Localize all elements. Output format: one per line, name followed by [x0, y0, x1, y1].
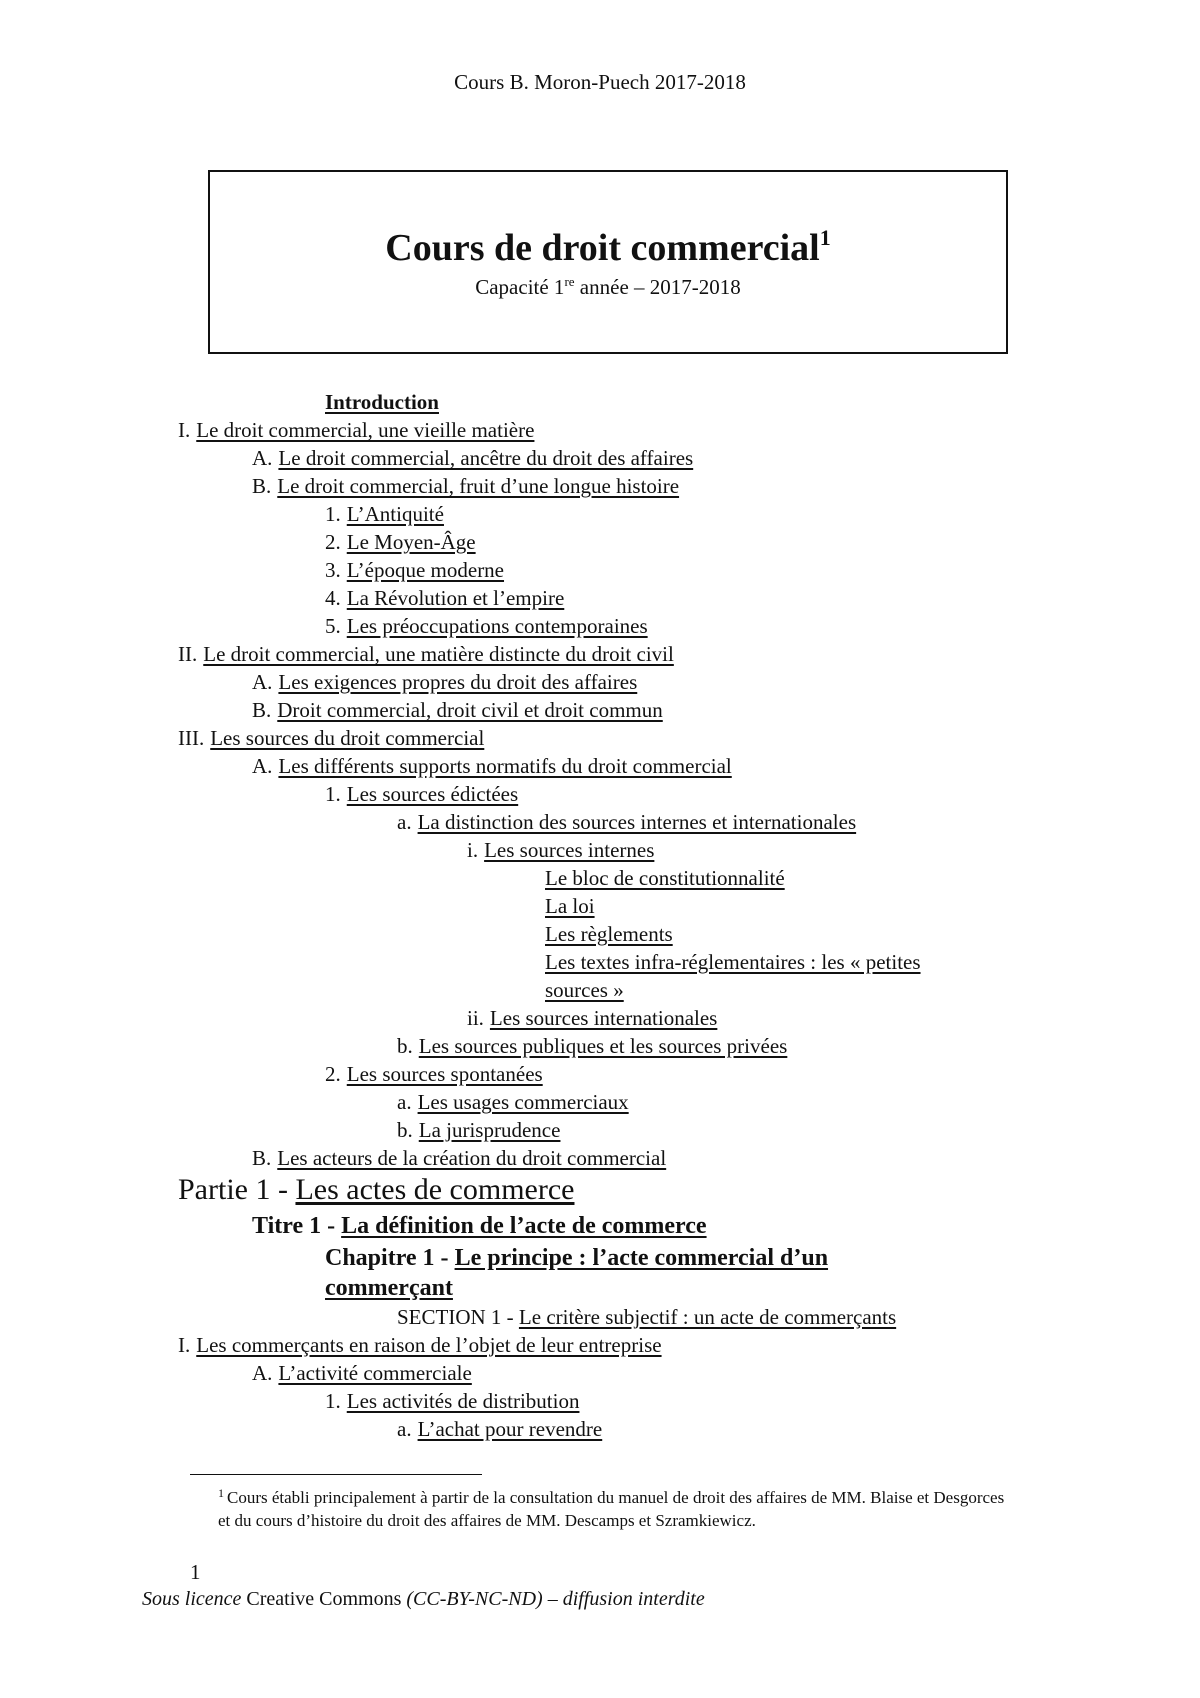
toc-item-link[interactable]: Les sources publiques et les sources privées	[418, 1034, 788, 1058]
toc-chapitre-number: Chapitre 1 -	[325, 1245, 455, 1271]
subtitle-year: année – 2017-2018	[574, 274, 741, 299]
toc-item-number: 1.	[325, 1389, 341, 1413]
toc-item[interactable]	[0, 472, 1200, 500]
toc-item-number: A.	[252, 446, 273, 470]
toc-item-link[interactable]: La distinction des sources internes et internationales	[417, 810, 857, 834]
toc-titre-number: Titre 1 -	[252, 1213, 342, 1239]
toc-item-link[interactable]: Les activités de distribution	[346, 1389, 580, 1413]
toc-item-link[interactable]: Les exigences propres du droit des affaires	[278, 670, 638, 694]
running-header: Cours B. Moron-Puech 2017-2018	[454, 70, 746, 94]
toc-item-number: 2.	[325, 1062, 341, 1086]
toc-item[interactable]	[0, 668, 1200, 696]
toc-item-link[interactable]: Le droit commercial, ancêtre du droit des affaires	[278, 446, 694, 470]
toc-item[interactable]	[0, 1032, 1200, 1060]
toc-item[interactable]	[0, 1387, 1200, 1415]
toc-item[interactable]	[0, 556, 1200, 584]
toc-item-number: A.	[252, 670, 273, 694]
toc-item-link[interactable]: Les acteurs de la création du droit commercial	[277, 1146, 667, 1170]
toc-item-link[interactable]: L’achat pour revendre	[417, 1417, 603, 1441]
toc-item-number: A.	[252, 754, 273, 778]
toc-item[interactable]	[0, 416, 1200, 444]
toc-section-link[interactable]: Le critère subjectif : un acte de commerçants	[518, 1305, 897, 1329]
toc-item-link[interactable]: L’Antiquité	[346, 502, 444, 526]
toc-item-number: B.	[252, 698, 272, 722]
toc-item-number: a.	[397, 1090, 412, 1114]
license-name: Creative Commons	[241, 1588, 407, 1610]
toc-item[interactable]	[0, 1004, 1200, 1032]
toc-item[interactable]	[0, 1415, 1200, 1443]
title-box	[208, 170, 1008, 354]
license-prefix: Sous licence	[142, 1588, 242, 1610]
toc-item-number: 3.	[325, 558, 341, 582]
toc-section-number: SECTION 1 -	[397, 1305, 519, 1329]
toc-item[interactable]	[0, 920, 1200, 948]
toc-chapitre[interactable]	[0, 1243, 885, 1303]
toc-item-link[interactable]: Droit commercial, droit civil et droit commun	[277, 698, 663, 722]
footnote	[218, 1482, 1008, 1532]
subtitle-superscript: re	[564, 273, 575, 289]
toc-item-number: I.	[178, 1333, 191, 1357]
toc-item-link[interactable]: Les sources internes	[484, 838, 655, 862]
toc-item-number: III.	[178, 726, 205, 750]
license-footer	[142, 1588, 705, 1611]
footnote-separator	[190, 1474, 482, 1475]
toc-item[interactable]	[0, 836, 1200, 864]
toc-titre-link[interactable]: La définition de l’acte de commerce	[341, 1213, 707, 1239]
toc-item-link[interactable]: Le bloc de constitutionnalité	[545, 866, 785, 890]
toc-item-link[interactable]: Les préoccupations contemporaines	[346, 614, 648, 638]
toc-item-number: b.	[397, 1034, 413, 1058]
toc-item[interactable]	[0, 1088, 1200, 1116]
toc-item-link[interactable]: Les commerçants en raison de l’objet de leur entreprise	[196, 1333, 662, 1357]
toc-item[interactable]	[0, 500, 1200, 528]
toc-item-link[interactable]: L’activité commerciale	[278, 1361, 472, 1385]
toc-item-link[interactable]: La Révolution et l’empire	[346, 586, 565, 610]
toc-chapitre-link[interactable]: Le principe : l’acte commercial d’un commerçant	[325, 1245, 829, 1301]
toc-item-number: A.	[252, 1361, 273, 1385]
document-subtitle	[210, 274, 1006, 300]
toc-item[interactable]	[0, 752, 1200, 780]
toc-section[interactable]	[0, 1303, 1200, 1331]
toc-item[interactable]	[0, 640, 1200, 668]
toc-item-link[interactable]: Le droit commercial, une vieille matière	[196, 418, 535, 442]
toc-item-number: ii.	[467, 1006, 484, 1030]
toc-item-link[interactable]: Le droit commercial, fruit d’une longue histoire	[277, 474, 680, 498]
toc-item-link[interactable]: Les sources du droit commercial	[210, 726, 485, 750]
page-number: 1	[190, 1560, 201, 1584]
toc-item[interactable]	[0, 612, 1200, 640]
toc-item-link[interactable]: Les sources édictées	[346, 782, 519, 806]
toc-item[interactable]	[0, 780, 1200, 808]
toc-introduction[interactable]	[0, 388, 1200, 416]
toc-item-link[interactable]: Les usages commerciaux	[417, 1090, 629, 1114]
footnote-reference[interactable]: 1	[819, 225, 831, 250]
toc-partie[interactable]	[0, 1172, 1200, 1210]
toc-item-link[interactable]: Les différents supports normatifs du droit commercial	[278, 754, 732, 778]
toc-item-number: 5.	[325, 614, 341, 638]
toc-item-link[interactable]: Le Moyen-Âge	[346, 530, 476, 554]
toc-item[interactable]	[0, 444, 1200, 472]
toc-item[interactable]	[0, 864, 1200, 892]
toc-item-number: B.	[252, 474, 272, 498]
toc-item-number: a.	[397, 1417, 412, 1441]
document-title-text: Cours de droit commercial	[385, 227, 820, 269]
toc-item-link[interactable]: Le droit commercial, une matière distincte du droit civil	[203, 642, 674, 666]
toc-partie-number: Partie 1 -	[178, 1173, 296, 1206]
subtitle-text: Capacité 1	[475, 274, 565, 299]
toc-item[interactable]	[0, 724, 1200, 752]
toc-item-link[interactable]: Les sources internationales	[489, 1006, 718, 1030]
toc-item-number: I.	[178, 418, 191, 442]
toc-item[interactable]	[0, 1331, 1200, 1359]
toc-item-number: i.	[467, 838, 479, 862]
toc-item[interactable]	[0, 892, 1200, 920]
toc-item[interactable]	[0, 696, 1200, 724]
footnote-text: Cours établi principalement à partir de la consultation du manuel de droit des affaires de MM. Blaise et Desgorces et du cours d’histoire du droit des affaires de MM. Descamps et Szramkiewicz.	[218, 1488, 1005, 1530]
toc-item-number: 2.	[325, 530, 341, 554]
toc-item-number: 1.	[325, 502, 341, 526]
toc-item-link[interactable]: La jurisprudence	[418, 1118, 561, 1142]
document-title	[210, 226, 1006, 270]
toc-titre[interactable]	[0, 1210, 1200, 1243]
toc-item-number: 4.	[325, 586, 341, 610]
toc-item-number: II.	[178, 642, 198, 666]
toc-item-number: 1.	[325, 782, 341, 806]
toc-item[interactable]	[0, 808, 1200, 836]
toc-item-link[interactable]: Les règlements	[545, 922, 673, 946]
toc-item[interactable]	[0, 1359, 1200, 1387]
toc-item[interactable]	[0, 1144, 1200, 1172]
toc-item[interactable]	[0, 528, 1200, 556]
toc-item-number: a.	[397, 810, 412, 834]
toc-partie-link[interactable]: Les actes de commerce	[295, 1173, 575, 1206]
toc-item-link[interactable]: Les sources spontanées	[346, 1062, 543, 1086]
toc-item-number: b.	[397, 1118, 413, 1142]
toc-item-link[interactable]: L’époque moderne	[346, 558, 505, 582]
toc-item-link[interactable]: La loi	[545, 894, 595, 918]
toc-item[interactable]	[0, 948, 985, 1004]
toc-item[interactable]	[0, 1060, 1200, 1088]
table-of-contents	[0, 388, 1200, 1443]
footnote-marker: 1	[218, 1486, 224, 1500]
license-terms: (CC-BY-NC-ND) – diffusion interdite	[406, 1588, 705, 1610]
toc-item[interactable]	[0, 584, 1200, 612]
toc-item-link[interactable]: Les textes infra-réglementaires : les « petites sources »	[545, 950, 921, 1002]
toc-item[interactable]	[0, 1116, 1200, 1144]
toc-item-number: B.	[252, 1146, 272, 1170]
toc-item-label[interactable]: Introduction	[325, 390, 439, 414]
